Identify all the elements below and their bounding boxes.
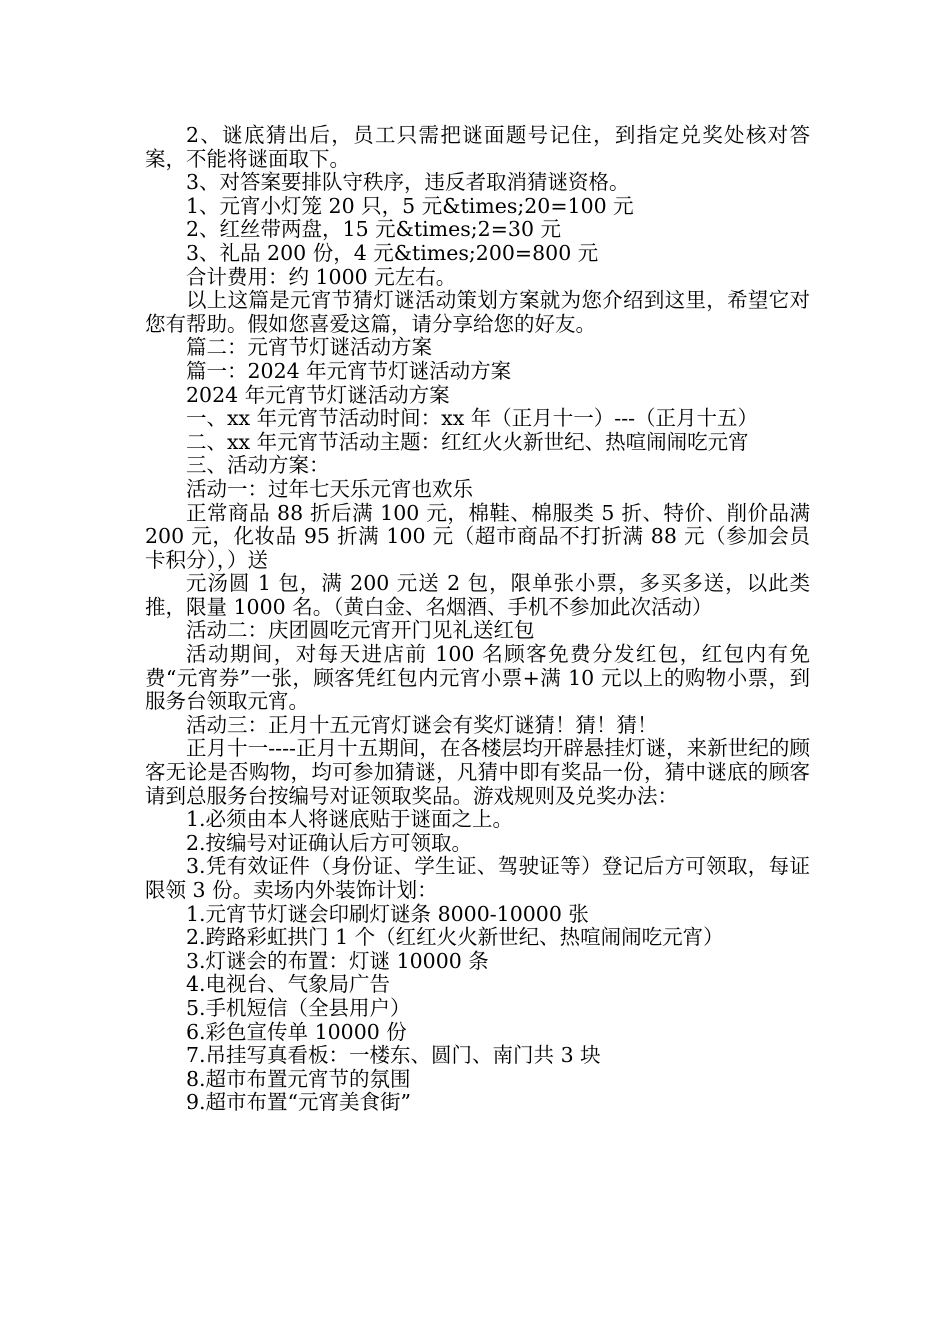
paragraph-29: 6.彩色宣传单 10000 份 — [186, 1019, 407, 1044]
paragraph-23: 3.凭有效证件（身份证、学生证、驾驶证等）登记后方可领取，每证限领 3 份。卖场内外装饰计划： — [145, 854, 810, 902]
paragraph-2: 3、对答案要排队守秩序，违反者取消猜谜资格。 — [186, 170, 630, 195]
paragraph-10: 2024 年元宵节灯谜活动方案 — [186, 382, 450, 407]
paragraph-28: 5.手机短信（全县用户） — [186, 995, 411, 1020]
paragraph-4: 2、红丝带两盘，15 元&times;2=30 元 — [186, 217, 562, 242]
paragraph-12: 二、xx 年元宵节活动主题：红红火火新世纪、热喧闹闹吃元宵 — [186, 429, 749, 454]
paragraph-30: 7.吊挂写真看板：一楼东、圆门、南门共 3 块 — [186, 1043, 601, 1068]
paragraph-22: 2.按编号对证确认后方可领取。 — [186, 830, 473, 855]
paragraph-32: 9.超市布置“元宵美食街” — [186, 1090, 412, 1115]
paragraph-27: 4.电视台、气象局广告 — [186, 972, 391, 997]
document-body — [145, 124, 810, 1115]
paragraph-24: 1.元宵节灯谜会印刷灯谜条 8000-10000 张 — [186, 901, 589, 926]
paragraph-17: 活动二：庆团圆吃元宵开门见礼送红包 — [186, 618, 535, 643]
paragraph-11: 一、xx 年元宵节活动时间：xx 年（正月十一）---（正月十五） — [186, 406, 759, 431]
paragraph-5: 3、礼品 200 份，4 元&times;200=800 元 — [186, 240, 599, 265]
paragraph-1: 2、谜底猜出后，员工只需把谜面题号记住，到指定兑奖处核对答案，不能将谜面取下。 — [145, 123, 810, 171]
paragraph-26: 3.灯谜会的布置：灯谜 10000 条 — [186, 948, 489, 973]
paragraph-21: 1.必须由本人将谜底贴于谜面之上。 — [186, 807, 514, 832]
paragraph-9: 篇一：2024 年元宵节灯谜活动方案 — [186, 358, 512, 383]
paragraph-7: 以上这篇是元宵节猜灯谜活动策划方案就为您介绍到这里，希望它对您有帮助。假如您喜爱这篇，请分享给您的好友。 — [145, 288, 810, 336]
paragraph-31: 8.超市布置元宵节的氛围 — [186, 1066, 411, 1091]
paragraph-16: 元汤圆 1 包，满 200 元送 2 包，限单张小票，多买多送，以此类推，限量 1000 名。（黄白金、名烟酒、手机不参加此次活动） — [145, 571, 810, 619]
paragraph-19: 活动三：正月十五元宵灯谜会有奖灯谜猜！猜！猜！ — [186, 712, 658, 737]
paragraph-3: 1、元宵小灯笼 20 只，5 元&times;20=100 元 — [186, 193, 634, 218]
paragraph-18: 活动期间，对每天进店前 100 名顾客免费分发红包，红包内有免费“元宵券”一张，顾客凭红包内元宵小票+满 10 元以上的购物小票，到服务台领取元宵。 — [145, 642, 810, 714]
paragraph-25: 2.跨路彩虹拱门 1 个（红红火火新世纪、热喧闹闹吃元宵） — [186, 925, 724, 950]
paragraph-15: 正常商品 88 折后满 100 元，棉鞋、棉服类 5 折、特价、削价品满 200 元，化妆品 95 折满 100 元（超市商品不打折满 88 元（参加会员卡积分），）送 — [145, 500, 810, 572]
paragraph-8: 篇二：元宵节灯谜活动方案 — [186, 335, 432, 360]
paragraph-13: 三、活动方案： — [186, 453, 330, 478]
paragraph-6: 合计费用：约 1000 元左右。 — [186, 264, 457, 289]
paragraph-14: 活动一：过年七天乐元宵也欢乐 — [186, 476, 473, 501]
paragraph-20: 正月十一----正月十五期间，在各楼层均开辟悬挂灯谜，来新世纪的顾客无论是否购物，均可参加猜谜，凡猜中即有奖品一份，猜中谜底的顾客请到总服务台按编号对证领取奖品。游戏规则及兑奖办法： — [145, 736, 810, 808]
